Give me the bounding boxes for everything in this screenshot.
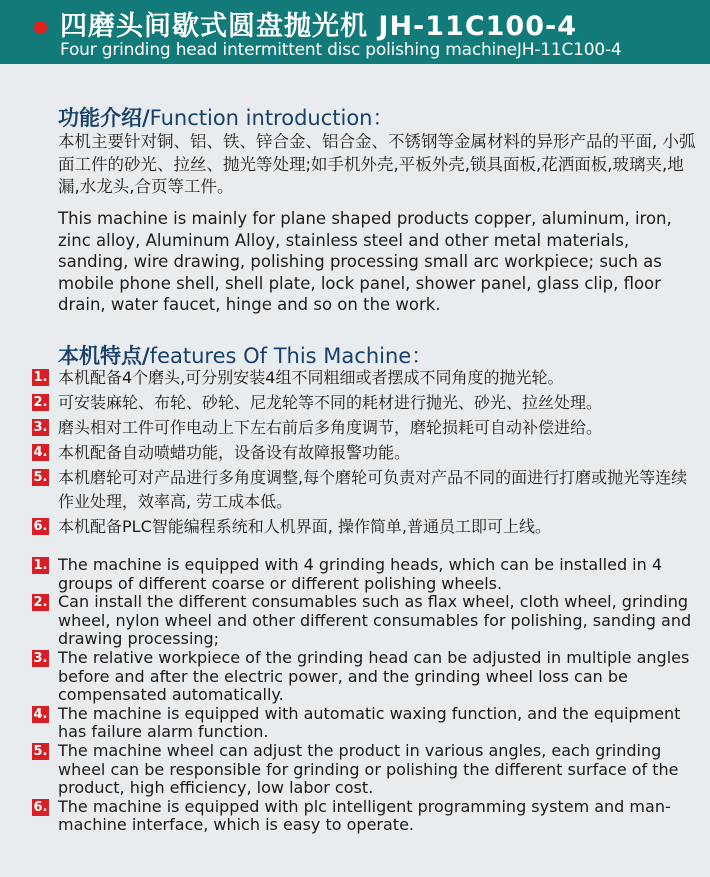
feature-text: 本机配备自动喷蜡功能，设备设有故障报警功能。	[58, 443, 411, 462]
feature-item-en	[32, 742, 702, 798]
feature-text: The machine wheel can adjust the product in various angles, each grinding wheel can be responsible for grinding or polishing the different surface of the product, high efficiency, low labor cost.	[58, 740, 679, 798]
feature-item-cn	[32, 391, 702, 415]
number-badge: 1.	[33, 370, 48, 385]
feature-text: The machine is equipped with automatic waxing function, and the equipment has failure alarm function.	[58, 703, 681, 742]
feature-item-en	[32, 556, 702, 593]
feature-text: 磨头相对工件可作电动上下左右前后多角度调节，磨轮损耗可自动补偿进给。	[58, 418, 603, 437]
number-badge: 6.	[33, 518, 48, 534]
feature-text: 本机配备4个磨头,可分别安装4组不同粗细或者摆成不同角度的抛光轮。	[58, 368, 564, 387]
feature-item-cn	[32, 441, 702, 465]
feature-text: 本机磨轮可对产品进行多角度调整,每个磨轮可负责对产品不同的面进行打磨或抛光等连续作业处理，效率高, 劳工成本低。	[58, 468, 688, 511]
feature-text: The machine is equipped with 4 grinding heads, which can be installed in 4 groups of different coarse or different polishing wheels.	[58, 555, 663, 593]
function-section-title	[58, 102, 393, 132]
features-title-cn: 本机特点/	[58, 344, 150, 368]
features-list-cn	[32, 366, 702, 540]
number-badge: 6.	[33, 799, 48, 815]
number-badge: 5.	[33, 470, 48, 485]
feature-text: 可安装麻轮、布轮、砂轮、尼龙轮等不同的耗材进行抛光、砂光、拉丝处理。	[58, 393, 603, 412]
function-title-cn: 功能介绍/	[58, 106, 150, 130]
feature-text: The relative workpiece of the grinding head can be adjusted in multiple angles before and after the electric power, and the grinding wheel loss can be compensated automatically.	[58, 647, 690, 705]
feature-item-cn	[32, 366, 702, 390]
red-dot-icon	[34, 21, 47, 34]
function-text-en: This machine is mainly for plane shaped products copper, aluminum, iron, zinc alloy, Aluminum Alloy, stainless steel and other metal materials, sanding, wire drawing, polishing processing small arc workpiece; such as mobile phone shell, shell plate, lock panel, shower panel, glass clip, floor drain, water faucet, hinge and so on the work.	[58, 209, 672, 314]
number-badge: 2.	[33, 595, 48, 611]
number-badge: 4.	[33, 445, 48, 460]
features-title-en: features Of This Machine：	[149, 344, 433, 368]
page-title-cn: 四磨头间歇式圆盘抛光机 JH-11C100-4	[60, 11, 577, 42]
feature-item-cn	[32, 466, 702, 513]
page-title-en: Four grinding head intermittent disc polishing machineJH-11C100-4	[60, 40, 622, 60]
feature-item-cn	[32, 416, 702, 440]
number-badge: 3.	[33, 650, 48, 666]
features-list-en	[32, 556, 702, 835]
function-text-cn: 本机主要针对铜、铝、铁、锌合金、铝合金、不锈钢等金属材料的异形产品的平面, 小弧面工件的砂光、拉丝、抛光等处理;如手机外壳,平板外壳,锁具面板,花洒面板,玻璃夹,地漏,水龙头,合页等工件。	[58, 132, 696, 196]
title-banner	[0, 0, 710, 64]
feature-item-en	[32, 649, 702, 705]
feature-item-en	[32, 705, 702, 742]
number-badge: 4.	[33, 706, 48, 722]
function-title-en: Function introduction：	[149, 106, 394, 130]
feature-item-en	[32, 798, 702, 835]
feature-text: 本机配备PLC智能编程系统和人机界面, 操作简单,普通员工即可上线。	[58, 516, 551, 536]
feature-text: The machine is equipped with plc intelligent programming system and man-machine interface, which is easy to operate.	[58, 796, 671, 835]
feature-item-cn	[32, 515, 702, 539]
feature-text: Can install the different consumables such as flax wheel, cloth wheel, grinding wheel, nylon wheel and other different consumables for polishing, sanding and drawing processing;	[58, 592, 692, 649]
number-badge: 1.	[33, 558, 48, 573]
feature-item-en	[32, 593, 702, 649]
number-badge: 2.	[33, 395, 48, 410]
number-badge: 3.	[33, 420, 48, 435]
number-badge: 5.	[33, 743, 48, 759]
